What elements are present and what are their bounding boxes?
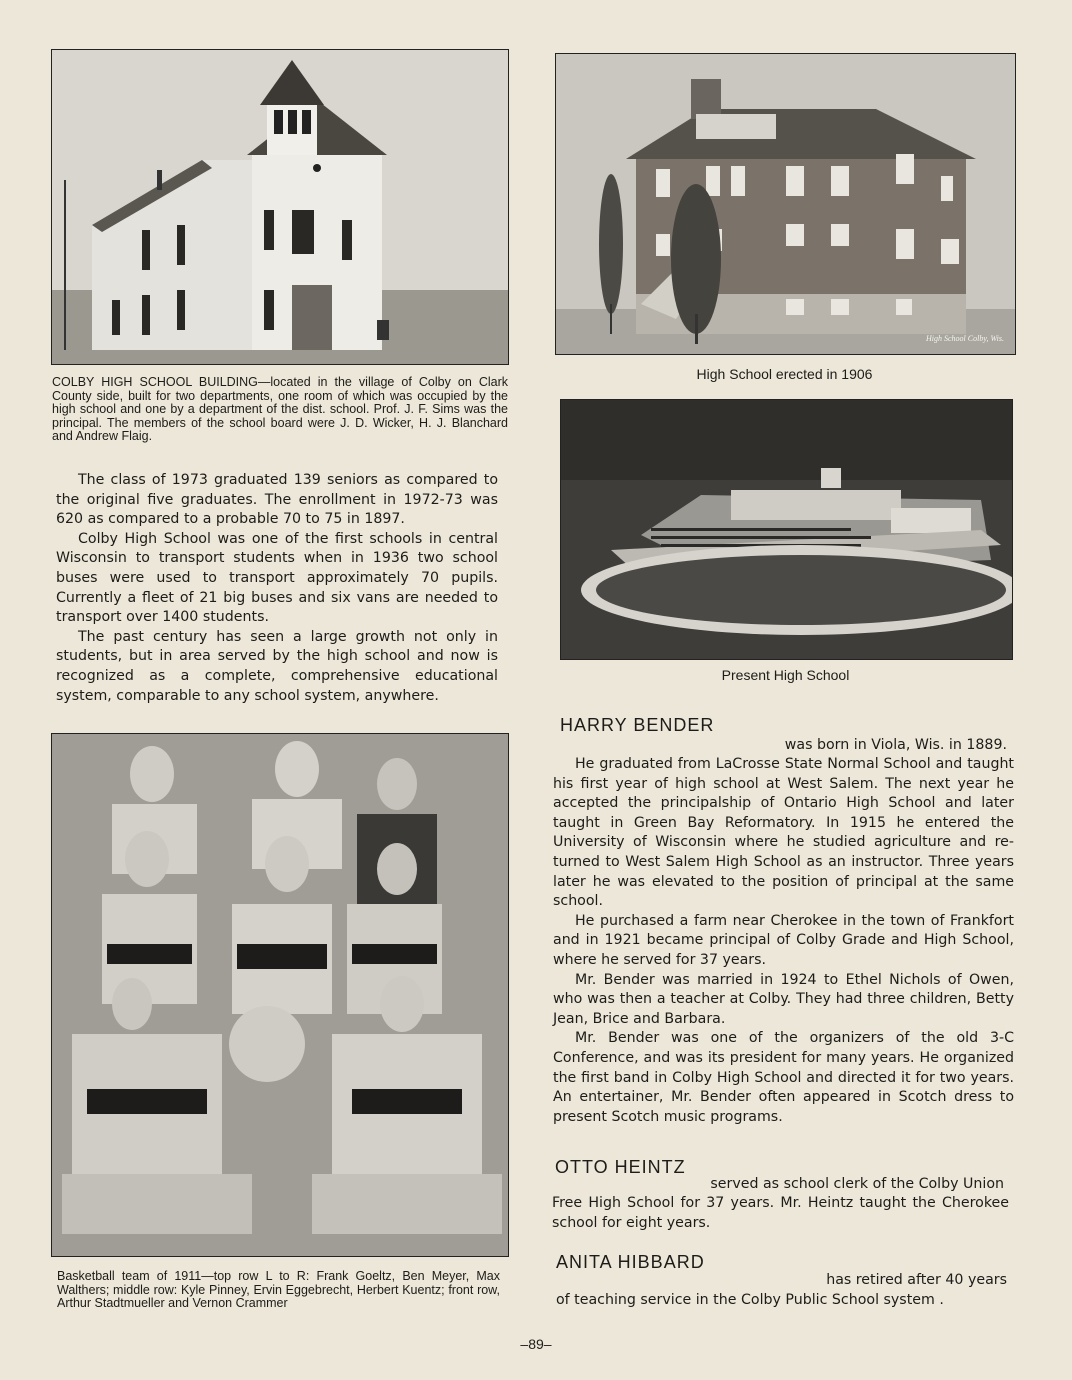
present-school-photo: [560, 399, 1013, 660]
present-school-caption: Present High School: [721, 667, 850, 683]
old-school-caption: COLBY HIGH SCHOOL BUILDING—located in the village of Colby on Clark County side, built for two departments, one room of which was occupied by the high school and one by a department of the dist. school. Prof. J. F. Sims was the principal. The members of the school board were J. D. Wicker, H. J. Blanchard and Andrew Flaig.: [52, 375, 508, 443]
photo-inscription: High School Colby, Wis.: [926, 334, 1004, 343]
intro-paragraph: Colby High School was one of the first schools in central Wisconsin to transport students when in 1936 two school buses were used to transport approximately 70 pupils. Currently a fleet of 21 big buses and six vans are needed to transport over 1400 students.: [56, 530, 498, 626]
hibbard-lead: has retired after 40 years: [826, 1272, 1007, 1288]
school-1906-caption: High School erected in 1906: [696, 366, 873, 382]
bender-lead: was born in Viola, Wis. in 1889.: [784, 737, 1007, 753]
intro-paragraph: The past century has seen a large growth not only in students, but in area served by the high school and now is recognized as a complete, comprehensive educational system, comparable to any school system, anywhere.: [56, 628, 498, 704]
bender-paragraph: Mr. Bender was one of the organizers of the old 3-C Conference, and was its president for many years. He organized the first band in Colby High School and directed it for two years. An entertainer, Mr. Bender often appeared in Scotch dress to present Scotch music programs.: [553, 1030, 1014, 1125]
intro-paragraph: The class of 1973 graduated 139 seniors as compared to the original five graduates. The enrollment in 1972-73 was 620 as compared to a probable 70 to 75 in 1897.: [56, 472, 498, 528]
bender-paragraph: He graduated from LaCrosse State Normal School and taught his first year of high school at West Salem. The next year he accepted the principalship of Ontario High School and later taught in Green Bay Reformatory. In 1915 he entered the University of Wisconsin where he studied agriculture and re-turned to West Salem High School as an instructor. Three years later he was elevated to the position of principal at the same school.: [553, 756, 1014, 910]
intro-text: [56, 471, 498, 706]
page-number: –89–: [520, 1336, 552, 1352]
heintz-lead: served as school clerk of the Colby Union: [710, 1176, 1004, 1192]
old-school-photo: [51, 49, 509, 365]
heintz-text: Free High School for 37 years. Mr. Heintz taught the Cherokee school for eight years.: [552, 1195, 1009, 1231]
basketball-team-photo: [51, 733, 509, 1257]
bender-paragraph: Mr. Bender was married in 1924 to Ethel Nichols of Owen, who was then a teacher at Colby. They had three children, Betty Jean, Brice and Barbara.: [553, 971, 1014, 1027]
bender-paragraph: He purchased a farm near Cherokee in the town of Frankfort and in 1921 became principal of Colby Grade and High School, where he served for 37 years.: [553, 912, 1014, 968]
heintz-heading: OTTO HEINTZ: [555, 1157, 686, 1177]
bender-heading: HARRY BENDER: [560, 715, 715, 735]
basketball-caption: Basketball team of 1911—top row L to R: Frank Goeltz, Ben Meyer, Max Walthers; middle row: Kyle Pinney, Ervin Eggebrecht, Herbert Kuentz; front row, Arthur Stadtmueller and Vernon Crammer: [57, 1269, 500, 1310]
school-1906-photo: [555, 53, 1016, 355]
bender-text: [553, 755, 1014, 1127]
hibbard-heading: ANITA HIBBARD: [556, 1252, 705, 1272]
hibbard-text: of teaching service in the Colby Public School system .: [556, 1292, 944, 1308]
